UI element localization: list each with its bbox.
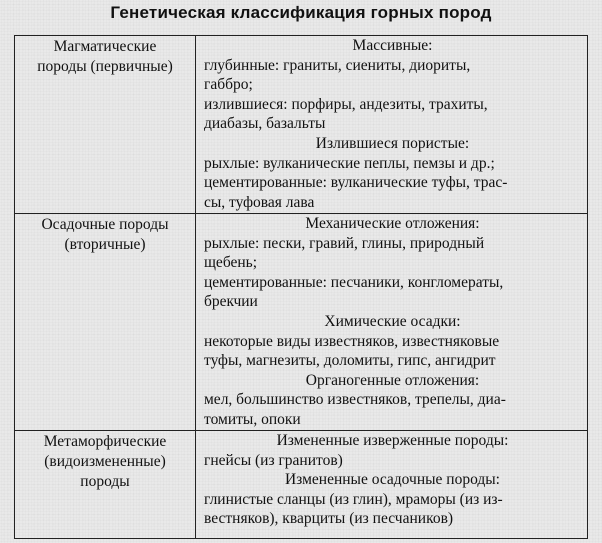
rock-examples-line: туфы, магнезиты, доломиты, гипс, ангидрит [204,352,496,370]
rock-examples-line: гнейсы (из гранитов) [204,451,343,469]
rock-examples-cell [196,214,587,430]
rock-examples-line: рыхлые: вулканические пеплы, пемзы и др.; [204,154,495,172]
subgroup-heading: Измененные осадочные породы: [284,471,500,489]
rock-examples-line: брекчии [204,293,258,311]
subgroup-heading: Измененные изверженные породы: [276,432,509,449]
rock-examples-line: рыхлые: пески, гравий, глины, природный [204,234,485,252]
table-row-sedimentary [15,213,587,430]
rock-examples-line: цементированные: песчаники, конгломераты, [204,273,504,291]
rock-examples-line: мел, большинство известняков, трепелы, диа- [204,391,506,409]
rock-examples-line: габбро; [204,76,253,94]
rock-examples-line: глинистые сланцы (из глин), мраморы (из из- [204,490,503,508]
rock-examples-line: некоторые виды известняков, известняковые [204,332,500,350]
rock-type-cell [15,431,196,538]
rock-type-cell [15,36,196,213]
rock-examples-line: вестняков), кварциты (из песчаников) [204,510,454,528]
subgroup-heading: Механические отложения: [305,215,480,232]
rock-type-line: породы (первичные) [37,58,173,75]
rock-examples-cell [196,431,587,538]
table-title: Генетическая классификация горных пород [110,3,492,22]
subgroup-heading: Органогенные отложения: [305,371,480,389]
rock-type-line: породы [80,473,130,490]
rock-examples-line: излившиеся: порфиры, андезиты, трахиты, [204,95,488,113]
rock-type-line: (видоизмененные) [44,453,166,470]
rock-examples-cell [196,36,587,213]
rock-examples-line: сы, туфовая лава [204,193,315,211]
rock-type-cell [15,214,196,430]
rock-type-line: (вторичные) [64,236,146,253]
subgroup-heading: Излившиеся пористые: [315,134,470,152]
rock-examples-line: томиты, опоки [204,410,301,428]
rock-type-line: Осадочные породы [41,216,169,233]
rock-type-line: Метаморфические [43,433,167,450]
subgroup-heading: Массивные: [352,37,433,54]
table-row-metamorphic [15,430,587,538]
classification-table [14,35,588,539]
rock-examples-line: диабазы, базальты [204,115,326,133]
rock-examples-line: глубинные: граниты, сиениты, диориты, [204,56,471,74]
table-row-magmatic [15,36,587,213]
subgroup-heading: Химические осадки: [324,312,461,330]
rock-examples-line: щебень; [204,254,258,272]
rock-examples-line: цементированные: вулканические туфы, трас- [204,174,508,192]
rock-type-line: Магматические [53,38,157,55]
